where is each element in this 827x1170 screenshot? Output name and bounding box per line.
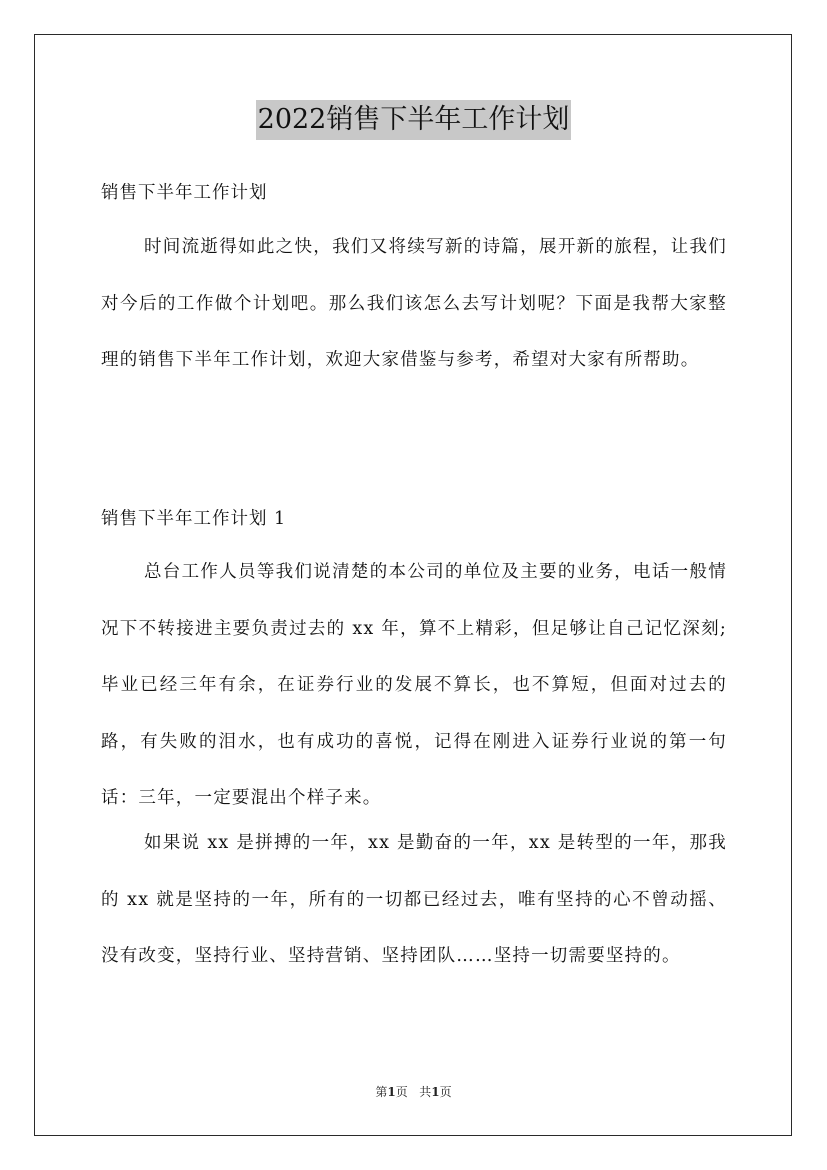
page-label-suffix: 页 <box>395 1085 408 1099</box>
section1-paragraph-2: 如果说 xx 是拼搏的一年，xx 是勤奋的一年，xx 是转型的一年，那我的 xx 就是坚持的一年，所有的一切都已经过去，唯有坚持的心不曾动摇、没有改变，坚持行业、坚持营销、坚持团队……坚持一切需要坚持的。 <box>101 833 727 966</box>
section1-heading: 销售下半年工作计划 1 <box>101 509 287 529</box>
document-title: 2022销售下半年工作计划 <box>256 100 572 140</box>
page-label-prefix: 第 <box>375 1085 388 1099</box>
total-label-suffix: 页 <box>439 1085 452 1099</box>
total-label-prefix: 共 <box>419 1085 432 1099</box>
intro-heading: 销售下半年工作计划 <box>101 183 268 203</box>
total-pages: 1 <box>431 1085 440 1099</box>
page-footer <box>0 1084 827 1100</box>
page-number: 1 <box>387 1085 396 1099</box>
section1-paragraph-1: 总台工作人员等我们说清楚的本公司的单位及主要的业务，电话一般情况下不转接进主要负责过去的 xx 年，算不上精彩，但足够让自己记忆深刻;毕业已经三年有余，在证券行业的发展不算长，也不算短，但面对过去的路，有失败的泪水，也有成功的喜悦，记得在刚进入证券行业说的第一句话：三年，一定要混出个样子来。 <box>101 562 727 808</box>
title-container <box>0 100 827 140</box>
intro-paragraph: 时间流逝得如此之快，我们又将续写新的诗篇，展开新的旅程，让我们对今后的工作做个计划吧。那么我们该怎么去写计划呢？下面是我帮大家整理的销售下半年工作计划，欢迎大家借鉴与参考，希望对大家有所帮助。 <box>101 237 727 370</box>
